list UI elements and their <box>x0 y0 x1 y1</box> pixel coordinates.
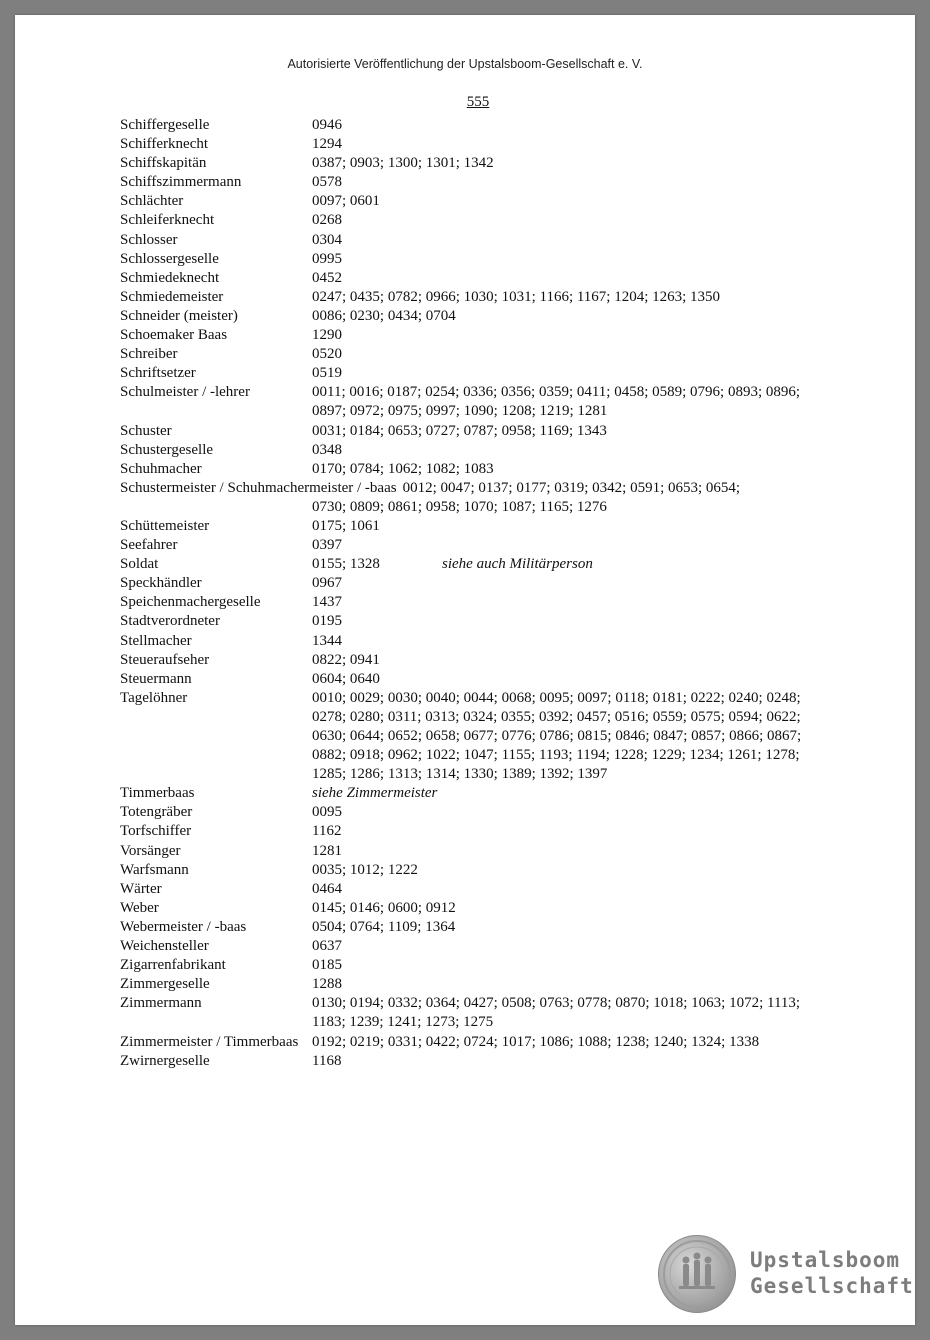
entry-references: 0145; 0146; 0600; 0912 <box>312 899 456 916</box>
index-entry <box>120 918 840 937</box>
entry-term: Schifferknecht <box>120 136 209 153</box>
index-entry <box>120 288 840 307</box>
entry-term: Schlossergeselle <box>120 250 219 267</box>
entry-references: 0170; 0784; 1062; 1082; 1083 <box>312 460 494 477</box>
entry-references: 0348 <box>312 441 342 458</box>
entry-references: 0195 <box>312 613 342 630</box>
entry-term: Schiffskapitän <box>120 155 207 172</box>
entry-references: 0995 <box>312 250 342 267</box>
entry-references: 0822; 0941 <box>312 651 380 668</box>
entry-term: Schuster <box>120 422 172 439</box>
entry-term: Weber <box>120 899 159 916</box>
entry-references: 0578 <box>312 174 342 191</box>
entry-references: siehe Zimmermeister <box>312 785 438 802</box>
entry-references: 0464 <box>312 880 342 897</box>
entry-term: Schulmeister / -lehrer <box>120 384 250 401</box>
index-entry <box>120 422 840 441</box>
index-entry <box>120 899 840 918</box>
entry-references: 1294 <box>312 136 342 153</box>
entry-term: Schlächter <box>120 193 184 210</box>
entry-references: 0967 <box>312 575 342 592</box>
entry-references: 0011; 0016; 0187; 0254; 0336; 0356; 0359; 0411; 0458; 0589; 0796; 0893; 0896; 0897; 0972; 0975; 0997; 1090; 1208; 1219; 1281 <box>312 384 801 420</box>
index-entry <box>120 1052 840 1071</box>
index-entry <box>120 822 840 841</box>
index-entry <box>120 994 840 1032</box>
index-entry <box>120 517 840 536</box>
index-entry <box>120 269 840 288</box>
entry-term: Warfsmann <box>120 861 189 878</box>
index-entry <box>120 803 840 822</box>
entry-references: 0397 <box>312 537 342 554</box>
entry-term: Schreiber <box>120 346 178 363</box>
entry-term: Torfschiffer <box>120 823 192 840</box>
entry-term: Schneider (meister) <box>120 307 238 324</box>
index-entry <box>120 250 840 269</box>
entry-references: 1437 <box>312 594 342 611</box>
entry-references: 0192; 0219; 0331; 0422; 0724; 1017; 1086; 1088; 1238; 1240; 1324; 1338 <box>312 1033 760 1050</box>
index-entry <box>120 670 840 689</box>
index-entry <box>120 784 840 803</box>
entry-term: Speichenmachergeselle <box>120 594 261 611</box>
index-entry <box>120 536 840 555</box>
entry-references: 0637 <box>312 938 342 955</box>
entry-references: 0031; 0184; 0653; 0727; 0787; 0958; 1169; 1343 <box>312 422 607 439</box>
entry-term: Schiffszimmermann <box>120 174 242 191</box>
index-entry <box>120 154 840 173</box>
seal-emblem <box>658 1235 736 1313</box>
entry-term: Stadtverordneter <box>120 613 220 630</box>
index-entry <box>120 632 840 651</box>
entry-term: Zigarrenfabrikant <box>120 957 226 974</box>
entry-references: 0086; 0230; 0434; 0704 <box>312 307 456 324</box>
entry-term: Soldat <box>120 556 159 573</box>
entry-references: 0268 <box>312 212 342 229</box>
entry-references: 0604; 0640 <box>312 670 380 687</box>
index-entry <box>120 211 840 230</box>
index-entry <box>120 231 840 250</box>
index-entry <box>120 479 840 517</box>
entry-term: Wärter <box>120 880 162 897</box>
entry-term: Totengräber <box>120 804 193 821</box>
index-entry <box>120 842 840 861</box>
index-entry <box>120 192 840 211</box>
entry-references: 0452 <box>312 269 342 286</box>
entry-references: 1162 <box>312 823 342 840</box>
index-entry <box>120 326 840 345</box>
entry-references: 1168 <box>312 1052 342 1069</box>
index-entry <box>120 880 840 899</box>
entry-term: Speckhändler <box>120 575 202 592</box>
entry-term: Schriftsetzer <box>120 365 196 382</box>
entry-references: 0504; 0764; 1109; 1364 <box>312 918 456 935</box>
entry-references: 0185 <box>312 957 342 974</box>
entry-references: 0519 <box>312 365 342 382</box>
entry-references: 0010; 0029; 0030; 0040; 0044; 0068; 0095; 0097; 0118; 0181; 0222; 0240; 0248; 0278; 0280; 0311; 0313; 0324; 0355; 0392; 0457; 0516; 0559; 0575; 0594; 0622; 0630; 0644; 0652; 0658; 0677; 0776; 0786; 0815; 0846; 0847; 0857; 0866; 0867; 0882; 0918; 0962; 1022; 1047; 1155; 1193; 1194; 1228; 1229; 1234; 1261; 1278; 1285; 1286; 1313; 1314; 1330; 1389; 1392; 1397 <box>312 689 802 783</box>
index-entry <box>120 135 840 154</box>
entry-references: 1288 <box>312 976 342 993</box>
index-entry <box>120 441 840 460</box>
index-entry <box>120 593 840 612</box>
index-entry <box>120 975 840 994</box>
entry-term: Schüttemeister <box>120 517 210 534</box>
index-entry <box>120 555 840 574</box>
index-entry <box>120 937 840 956</box>
index-entry <box>120 574 840 593</box>
entry-term: Seefahrer <box>120 537 178 554</box>
entry-term: Zwirnergeselle <box>120 1052 210 1069</box>
entry-term: Zimmergeselle <box>120 976 210 993</box>
page-number: 555 <box>466 94 490 110</box>
entry-term: Zimmermann <box>120 995 202 1012</box>
entry-references: 0946 <box>312 117 342 133</box>
entry-references: 0012; 0047; 0137; 0177; 0319; 0342; 0591; 0653; 0654; <box>402 479 741 496</box>
entry-term: Schoemaker Baas <box>120 327 228 344</box>
entry-references: 0035; 1012; 1222 <box>312 861 418 878</box>
logo-text-line1: Upstalsboom <box>750 1248 901 1272</box>
index-entry <box>120 689 840 784</box>
entry-references-continued: 0730; 0809; 0861; 0958; 1070; 1087; 1165; 1276 <box>312 498 607 515</box>
index-entry <box>120 345 840 364</box>
entry-references: 0130; 0194; 0332; 0364; 0427; 0508; 0763; 0778; 0870; 1018; 1063; 1072; 1113; 1183; 1239; 1241; 1273; 1275 <box>312 995 801 1031</box>
entry-term: Schmiedeknecht <box>120 269 220 286</box>
index-entry <box>120 1033 840 1052</box>
entry-references: 1290 <box>312 327 342 344</box>
entry-term: Schuhmacher <box>120 460 202 477</box>
entry-references: 0097; 0601 <box>312 193 380 210</box>
index-entry <box>120 861 840 880</box>
index-entry <box>120 116 840 135</box>
entry-term: Schustergeselle <box>120 441 214 458</box>
entry-see-also-note: siehe auch Militärperson <box>442 556 593 573</box>
entry-term: Steuermann <box>120 670 192 687</box>
entry-term: Schustermeister / Schuhmachermeister / -baas <box>120 479 397 496</box>
entry-term: Stellmacher <box>120 632 192 649</box>
index-entry <box>120 460 840 479</box>
entry-references: 0247; 0435; 0782; 0966; 1030; 1031; 1166; 1167; 1204; 1263; 1350 <box>312 288 721 305</box>
index-entry <box>120 383 840 421</box>
entry-term: Timmerbaas <box>120 785 195 802</box>
entry-references: 0175; 1061 <box>312 517 380 534</box>
entry-references: 0387; 0903; 1300; 1301; 1342 <box>312 155 494 172</box>
entry-references: 0520 <box>312 346 342 363</box>
page-header: Autorisierte Veröffentlichung der Upstalsboom-Gesellschaft e. V. <box>287 57 643 71</box>
index-entries <box>120 116 840 1071</box>
entry-term: Schlosser <box>120 231 178 248</box>
logo-text-line2: Gesellschaft <box>750 1274 914 1298</box>
entry-references: 1344 <box>312 632 342 649</box>
entry-term: Schleiferknecht <box>120 212 215 229</box>
index-entry <box>120 364 840 383</box>
entry-references: 0155; 1328 <box>312 556 380 573</box>
entry-term: Schiffergeselle <box>120 117 210 133</box>
entry-references: 0095 <box>312 804 342 821</box>
index-entry <box>120 307 840 326</box>
entry-references: 0304 <box>312 231 342 248</box>
entry-term: Tagelöhner <box>120 689 188 706</box>
entry-term: Weichensteller <box>120 938 209 955</box>
entry-term: Vorsänger <box>120 842 181 859</box>
entry-references: 1281 <box>312 842 342 859</box>
index-entry <box>120 612 840 631</box>
index-entry <box>120 956 840 975</box>
society-logo <box>658 1235 914 1325</box>
entry-term: Steueraufseher <box>120 651 210 668</box>
index-entry <box>120 651 840 670</box>
entry-term: Schmiedemeister <box>120 288 224 305</box>
entry-term: Zimmermeister / Timmerbaas <box>120 1033 299 1050</box>
index-entry <box>120 173 840 192</box>
entry-term: Webermeister / -baas <box>120 918 247 935</box>
